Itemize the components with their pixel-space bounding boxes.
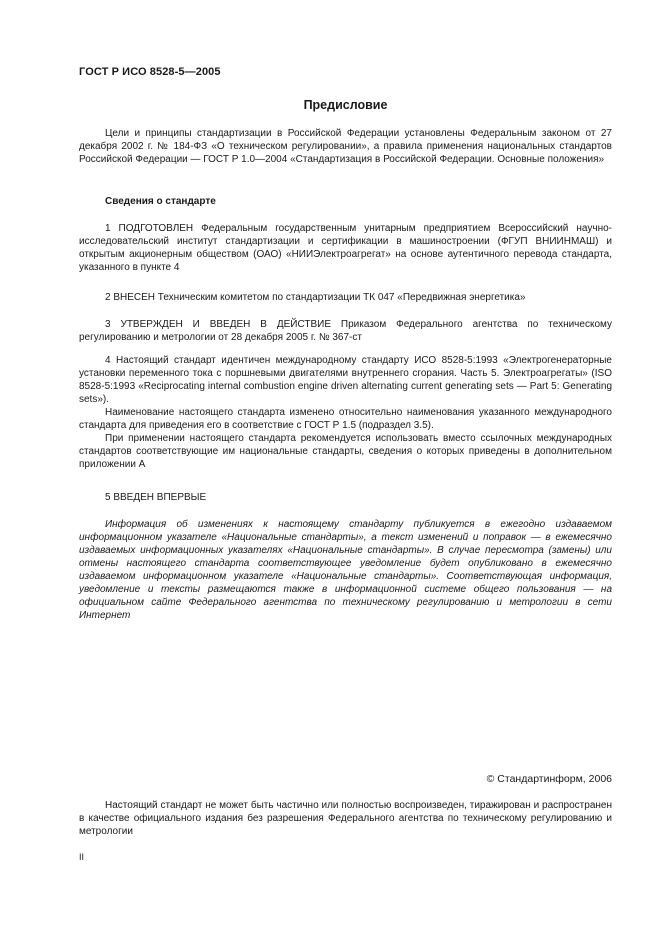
item-4-rename-paragraph: Наименование настоящего стандарта изменено относительно наименования указанного международного стандарта для приведения его в соответствие с ГОСТ Р 1.5 (подраздел 3.5).	[79, 407, 612, 431]
intro-block	[79, 127, 612, 166]
item-3-block	[79, 318, 612, 344]
item-4-references-paragraph: При применении настоящего стандарта рекомендуется использовать вместо ссылочных международных стандартов соответствующие им национальные стандарты, сведения о которых приведены в дополнительном приложении А	[79, 433, 612, 470]
item-5-block	[79, 491, 612, 504]
item-5-paragraph: 5 ВВЕДЕН ВПЕРВЫЕ	[105, 492, 207, 503]
notice-block	[79, 799, 612, 838]
info-block	[79, 518, 612, 622]
item-4-block	[79, 354, 612, 471]
page-number: II	[79, 852, 85, 862]
item-2-paragraph: 2 ВНЕСЕН Техническим комитетом по стандартизации ТК 047 «Передвижная энергетика»	[105, 292, 526, 303]
item-1-paragraph: 1 ПОДГОТОВЛЕН Федеральным государственным унитарным предприятием Всероссийский научно-исследовательский институт стандартизации и сертификации в машиностроении (ФГУП ВНИИНМАШ) и открытым акционерным обществом (ОАО) «НИИЭлектроагрегат» на основе аутентичного перевода стандарта, указанного в пункте 4	[79, 223, 612, 273]
copyright-line: © Стандартинформ, 2006	[486, 773, 612, 785]
item-3-paragraph: 3 УТВЕРЖДЕН И ВВЕДЕН В ДЕЙСТВИЕ Приказом Федерального агентства по техническому регулированию и метрологии от 28 декабря 2005 г. № 367-ст	[79, 319, 612, 343]
item-1-block	[79, 222, 612, 274]
item-2-block	[79, 291, 612, 304]
page-title: Предисловие	[303, 98, 388, 112]
document-header: ГОСТ Р ИСО 8528-5—2005	[79, 66, 221, 78]
notice-paragraph: Настоящий стандарт не может быть частично или полностью воспроизведен, тиражирован и распространен в качестве официального издания без разрешения Федерального агентства по техническому регулированию и метрологии	[79, 800, 612, 837]
section-subheading: Сведения о стандарте	[105, 196, 216, 207]
info-paragraph: Информация об изменениях к настоящему стандарту публикуется в ежегодно издаваемом информационном указателе «Национальные стандарты», а текст изменений и поправок — в ежемесячно издаваемых информационных указателях «Национальные стандарты». В случае пересмотра (замены) или отмены настоящего стандарта соответствующее уведомление будет опубликовано в ежемесячно издаваемом информационном указателе «Национальные стандарты». Соответствующая информация, уведомление и тексты размещаются также в информационной системе общего пользования — на официальном сайте Федерального агентства по техническому регулированию и метрологии в сети Интернет	[79, 519, 612, 621]
item-4-paragraph: 4 Настоящий стандарт идентичен международному стандарту ИСО 8528-5:1993 «Электрогенераторные установки переменного тока с поршневыми двигателями внутреннего сгорания. Часть 5. Электроагрегаты» (ISO 8528-5:1993 «Reciprocating internal combustion engine driven alternating current generating sets — Part 5: Generating sets»).	[79, 355, 612, 405]
intro-paragraph: Цели и принципы стандартизации в Российской Федерации установлены Федеральным законом от 27 декабря 2002 г. № 184-ФЗ «О техническом регулировании», а правила применения национальных стандартов Российской Федерации — ГОСТ Р 1.0—2004 «Стандартизация в Российской Федерации. Основные положения»	[79, 128, 612, 165]
